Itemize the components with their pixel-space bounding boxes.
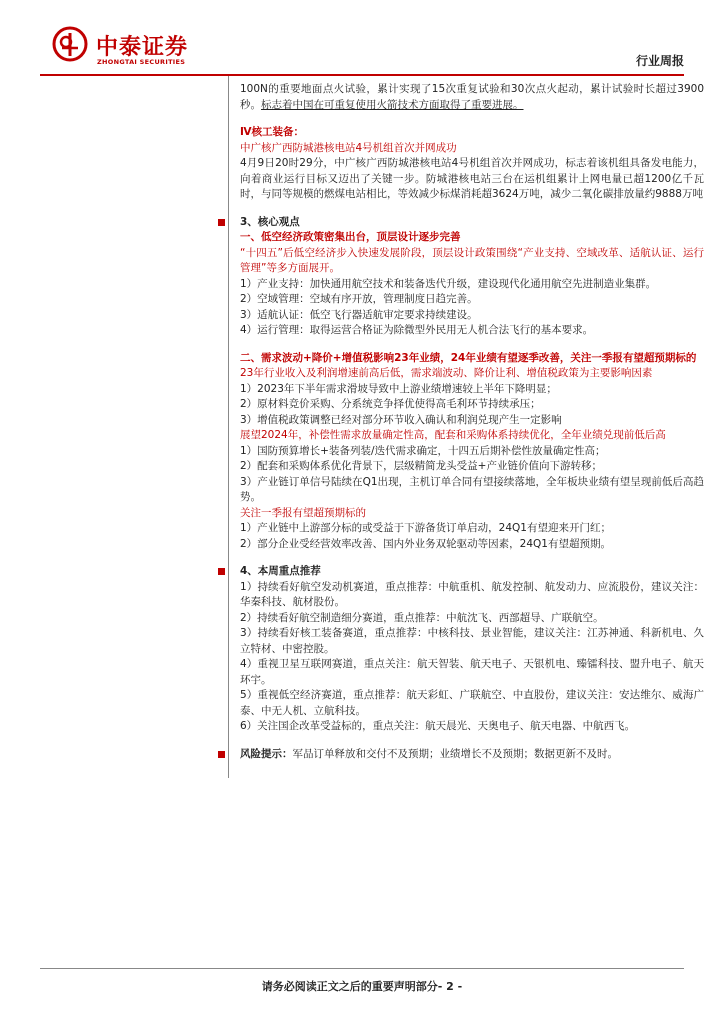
left-margin-rule [228, 76, 229, 778]
recommendation-item: 4）重视卫星互联网赛道，重点关注：航天智装、航天电子、天银机电、臻镭科技、盟升电子、航天环宇。 [240, 658, 704, 686]
core-equipment-body: 4月9日20时29分，中广核广西防城港核电站4号机组首次并网成功，标志着该机组具备发电能力，向着商业运行目标又迈出了关键一步。防城港核电站三台在运机组累计上网电量已超1200亿千瓦时，与同等规模的燃煤电站相比，等效减少标煤消耗超3624万吨，减少二氧化碳排放量约9888万吨 [240, 157, 704, 200]
recommendation-item: 5）重视低空经济赛道，重点推荐：航天彩虹、广联航空、中直股份，建议关注：安达维尔、威海广泰、中无人机、立航科技。 [240, 689, 704, 717]
recommendation-item: 6）关注国企改革受益标的，重点关注：航天晨光、天奥电子、航天电器、中航西飞。 [240, 720, 636, 732]
recommendation-item: 2）持续看好航空制造细分赛道，重点推荐：中航沈飞、西部超导、广联航空。 [240, 611, 604, 624]
risk-text: 军品订单释放和交付不及预期；业绩增长不及预期；数据更新不及时。 [292, 747, 618, 760]
risk-label: 风险提示： [240, 747, 293, 760]
core-equipment-subheading: 中广核广西防城港核电站4号机组首次并网成功 [240, 141, 457, 154]
point-1-item: 1）产业支持：加快通用航空技术和装备迭代升级，建设现代化通用航空先进制造业集群。 [240, 277, 657, 290]
recommendation-item: 3）持续看好核工装备赛道，重点推荐：中核科技、景业智能，建议关注：江苏神通、科新机电、久立特材、中密控股。 [240, 627, 704, 655]
section-3-title: 3、核心观点 [240, 215, 300, 228]
zhongtai-logo-icon [52, 26, 88, 62]
page-footer [0, 978, 724, 994]
point-2-outlook: 展望2024年，补偿性需求放量确定性高，配套和采购体系持续优化，全年业绩兑现前低后高 [240, 429, 666, 441]
main-content [240, 82, 704, 762]
section-bullet-icon [218, 219, 225, 226]
risk-warning [240, 747, 704, 763]
core-equipment-heading: Ⅳ核工装备： [240, 126, 305, 138]
section-4-title: 4、本周重点推荐 [240, 565, 321, 577]
point-2-item: 1）2023年下半年需求滑坡导致中上游业绩增速较上半年下降明显； [240, 382, 557, 395]
section-bullet-icon [218, 751, 225, 758]
point-2-title: 二、需求波动+降价+增值税影响23年业绩，24年业绩有望逐季改善，关注一季报有望超预期标的 [240, 351, 697, 364]
section-risk [240, 747, 704, 763]
point-2-focus-item: 1）产业链中上游部分标的或受益于下游备货订单启动，24Q1有望迎来开门红； [240, 522, 611, 534]
point-1-item: 2）空域管理：空域有序开放，管理制度日趋完善。 [240, 293, 478, 305]
point-2-item: 2）原材料竞价采购、分系统竞争择优使得高毛利环节持续承压； [240, 398, 541, 410]
point-2-outlook-item: 3）产业链订单信号陆续在Q1出现，主机订单合同有望接续落地，全年板块业绩有望呈现前低后高趋势。 [240, 475, 704, 503]
point-1-title: 一、低空经济政策密集出台，顶层设计逐步完善 [240, 231, 461, 243]
point-2-summary: 23年行业收入及利润增速前高后低，需求端波动、降价让利、增值税政策为主要影响因素 [240, 367, 653, 379]
point-1-item: 3）适航认证：低空飞行器适航审定要求持续建设。 [240, 308, 478, 321]
point-2-focus-item: 2）部分企业受经营效率改善、国内外业务双轮驱动等因素，24Q1有望超预期。 [240, 537, 611, 550]
header-divider [40, 74, 684, 76]
point-1-summary: “十四五”后低空经济步入快速发展阶段，顶层设计政策围绕“产业支持、空域改革、适航认证、运行管理”等多方面展开。 [240, 246, 704, 274]
point-2-focus: 关注一季报有望超预期标的 [240, 506, 366, 519]
point-1-item: 4）运行管理：取得运营合格证为除微型外民用无人机合法飞行的基本要求。 [240, 324, 594, 336]
logo-text-en: ZHONGTAI SECURITIES [97, 58, 186, 66]
intro-paragraph: 100N的重要地面点火试验，累计实现了15次重复试验和30次点火起动，累计试验时长超过3900秒。标志着中国在可重复使用火箭技术方面取得了重要进展。 [240, 83, 704, 111]
report-type-label: 行业周报 [635, 54, 684, 68]
page-header [0, 0, 724, 80]
point-2-outlook-item: 1）国防预算增长+装备列装/迭代需求确定，十四五后期补偿性放量确定性高； [240, 444, 606, 457]
intro-underlined-text: 标志着中国在可重复使用火箭技术方面取得了重要进展。 [261, 98, 524, 111]
page-number: - 2 - [437, 980, 463, 993]
point-2-outlook-item: 2）配套和采购体系优化背景下，层级精简龙头受益+产业链价值向下游转移； [240, 460, 602, 472]
logo-text-cn: 中泰证券 [96, 35, 189, 60]
recommendation-item: 1）持续看好航空发动机赛道，重点推荐：中航重机、航发控制、航发动力、应流股份，建议关注：华秦科技、航材股份。 [240, 580, 704, 608]
footer-disclaimer: 请务必阅读正文之后的重要声明部分 [261, 980, 438, 993]
section-bullet-icon [218, 568, 225, 575]
footer-divider [40, 968, 684, 969]
point-2-item: 3）增值税政策调整已经对部分环节收入确认和利润兑现产生一定影响 [240, 413, 562, 426]
section-core-views [240, 215, 704, 553]
section-weekly-picks [240, 564, 704, 735]
